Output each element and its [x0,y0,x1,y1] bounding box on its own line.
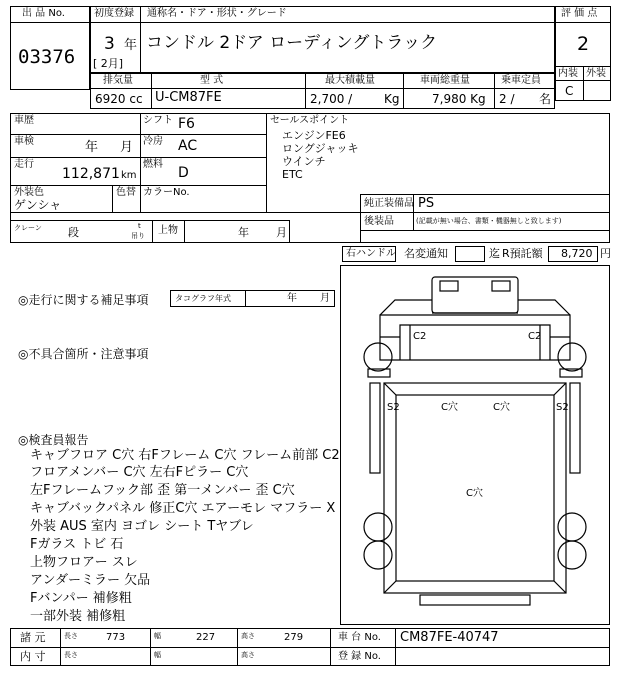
color-label: 外装色 [14,187,44,198]
upper-month: 月 [276,226,287,239]
divider [112,185,113,212]
divider [150,628,151,666]
inspection-label: 車検 [14,136,34,147]
divider [237,628,238,666]
shaken-label: 迄 [489,247,500,260]
name-change-label: 名変通知 [404,247,448,260]
truck-diagram [340,265,610,625]
first-reg-label: 初度登録 [94,8,134,19]
fuel-value: D [178,165,189,181]
first-reg-month: [ 2月] [93,57,124,70]
divider [152,220,153,243]
divider [330,628,331,666]
height-label: 高さ [241,632,255,640]
damage-mark: C2 [413,331,427,342]
inspection-year: 年 [85,140,99,155]
damage-mark: S2 [556,402,569,413]
in-length-label: 長さ [64,651,78,659]
mileage-label: 走行 [14,159,34,170]
in-height-label: 高さ [241,651,255,659]
divider [403,73,404,109]
divider [140,113,141,212]
history-label: 車歴 [14,115,34,126]
type-label: 型 式 [200,75,224,86]
divider [360,194,610,195]
divider [305,73,306,109]
inspector-line: Fバンパー 補修粗 [30,591,132,606]
handle-value: 右ハンドル [346,248,396,259]
divider [184,220,185,243]
divider [555,22,611,23]
dims-label: 諸 元 [20,631,46,644]
chassis-value: CM87FE-40747 [400,630,499,645]
equipment-value: PS [418,196,435,211]
defects-title: ◎不具合箇所・注意事項 [18,347,149,361]
left-mirror [440,281,458,291]
crane-t: t [138,222,141,230]
divider [360,230,610,231]
color-value: ゲンシャ [14,198,62,212]
damage-mark: C穴 [493,402,510,413]
color-code-label: 色替 [116,187,136,198]
divider [413,212,414,230]
shift-value: F6 [178,116,195,132]
divider [151,73,152,109]
interior-score-label: 内装 [558,68,578,79]
inspector-title: ◎検査員報告 [18,433,89,447]
right-mirror [492,281,510,291]
sales-point-item: エンジンFE6 [282,129,346,142]
upper-year: 年 [238,226,249,239]
inspection-month: 月 [120,140,134,155]
divider [10,185,266,186]
year-unit: 年 [124,38,138,53]
recycle-unit: 円 [600,247,611,260]
inspector-line: キャブバックパネル 修正C穴 エアーモレ マフラー X [30,501,336,516]
divider [583,66,584,101]
tacho-year: 年 [287,293,297,304]
rear-left-wheel [364,513,392,541]
divider [60,628,61,666]
divider [10,647,610,648]
crane-label: クレーン [14,224,42,232]
length-value: 773 [106,632,126,643]
model-label: 通称名・ドア・形状・グレード [147,8,287,19]
crane-stage: 段 [68,226,79,239]
displacement-label: 排気量 [103,75,133,86]
rear-bumper [420,595,530,605]
recycle-label: R預託額 [502,247,543,260]
divider [10,22,90,23]
inspector-line: 一部外装 補修粗 [30,609,126,624]
in-width-label: 幅 [154,651,161,659]
damage-mark: C穴 [466,488,483,499]
divider [10,212,610,213]
fuel-label: 燃料 [143,159,163,170]
inspector-line: 左Fフレームフック部 歪 第一メンバー 歪 C穴 [30,483,295,498]
tacho-month: 月 [320,293,330,304]
inspector-line: アンダーミラー 欠品 [30,573,151,588]
type-value: U-CM87FE [155,90,222,105]
interior-dims-label: 内 寸 [20,650,46,663]
front-left-wheel [364,343,392,371]
ac-value: AC [178,138,198,154]
name-change-checkbox [455,246,485,262]
length-label: 長さ [64,632,78,640]
capacity-unit: 名 [539,92,552,106]
tacho-label: タコグラフ年式 [175,294,231,303]
load-unit: Kg [384,92,400,106]
capacity-label: 乗車定員 [501,75,541,86]
retrofit-note: (記載が無い場合、書類・機器無しと致します) [416,217,562,225]
divider [360,212,361,243]
cab-body [380,315,570,360]
inspector-line: フロアメンバー C穴 左右Fピラー C穴 [30,465,249,480]
capacity-value: 2 / [499,92,515,106]
gross-label: 車両総重量 [420,75,470,86]
damage-mark: C2 [528,331,542,342]
chassis-label: 車 台 No. [338,632,381,643]
lot-label: 出 品 No. [22,8,65,19]
gross-value: 7,980 Kg [432,92,486,106]
crane-hanging: 吊り [131,232,145,240]
inspector-line: 外装 AUS 室内 ヨゴレ シート Tヤブレ [30,519,254,534]
upper-label: 上物 [158,225,178,236]
divider [90,88,555,89]
sales-points-label: セールスポイント [270,115,350,126]
mileage-unit: km [121,170,137,181]
score-label: 評 価 点 [561,8,598,19]
equipment-label: 純正装備品 [364,198,414,209]
divider [360,194,361,212]
inspector-line: キャブフロア C穴 右Fフレーム C穴 フレーム前部 C2 [30,448,340,463]
load-label: 最大積載量 [325,75,375,86]
load-value: 2,700 / [310,92,353,106]
inspector-line: Fガラス トビ 石 [30,537,124,552]
sales-point-item: ロングジャッキ [282,142,359,155]
supplement-title: ◎走行に関する補足事項 [18,293,149,307]
exterior-score-label: 外装 [586,68,606,79]
divider [395,628,396,666]
shift-label: シフト [143,115,173,126]
ac-label: 冷房 [143,136,163,147]
divider [90,22,555,23]
score-value: 2 [577,33,590,55]
front-right-wheel [558,343,586,371]
divider [10,134,266,135]
color-no-label: カラーNo. [143,187,190,198]
height-value: 279 [284,632,304,643]
mileage-value: 112,871 [62,166,120,182]
divider [266,113,267,212]
damage-mark: S2 [387,402,400,413]
displacement-value: 6920 cc [95,92,143,106]
lot-number: 03376 [18,46,76,68]
inspector-line: 上物フロアー スレ [30,555,138,570]
reg-label: 登 録 No. [338,651,381,662]
interior-score-value: C [565,84,574,98]
first-reg-year: 3 [104,34,115,54]
divider [140,6,141,73]
divider [10,157,266,158]
retrofit-label: 後装品 [364,216,394,227]
divider [245,290,246,307]
recycle-value: 8,720 [561,247,593,260]
sales-point-item: ETC [282,168,303,181]
model-value: コンドル 2ドア ローディングトラック [146,33,438,53]
width-value: 227 [196,632,216,643]
cab-roof [432,277,518,313]
damage-mark: C穴 [441,402,458,413]
rear-right-wheel [558,513,586,541]
width-label: 幅 [154,632,161,640]
sales-point-item: ウインチ [282,155,326,168]
divider [494,73,495,109]
